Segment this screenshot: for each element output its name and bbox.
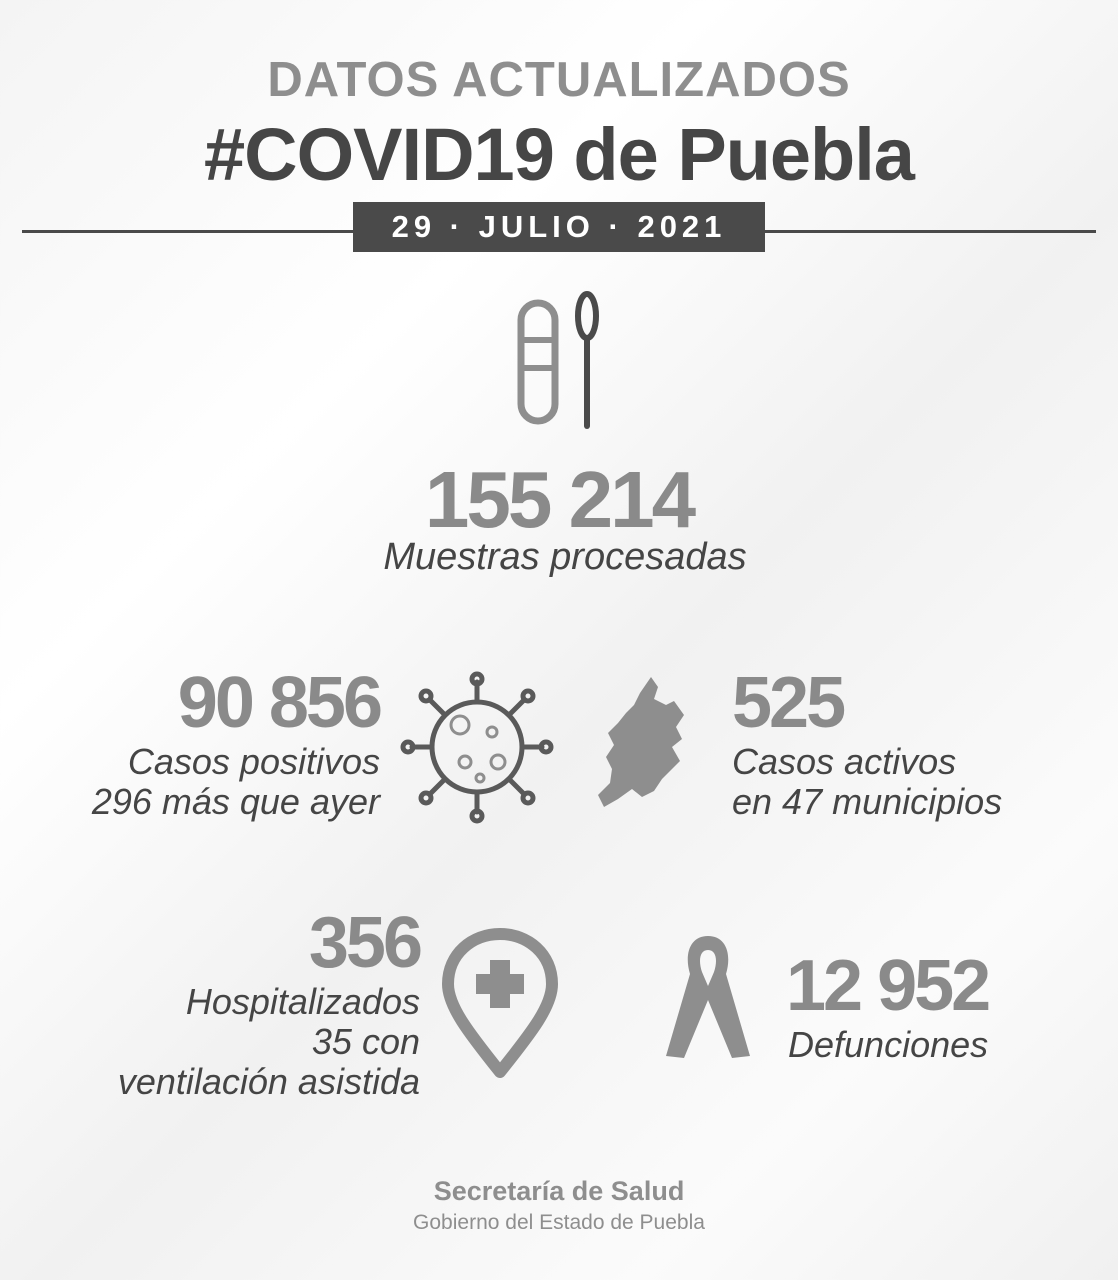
positives-label-2: 296 más que ayer	[91, 781, 380, 822]
footer-gov: Gobierno del Estado de Puebla	[413, 1211, 705, 1234]
active-value: 525	[732, 663, 844, 743]
hospital-pin-icon	[438, 928, 563, 1078]
header-subtitle: DATOS ACTUALIZADOS	[267, 53, 851, 107]
hospitalized-label-1: Hospitalizados	[185, 981, 420, 1022]
hospitalized-label-3: ventilación asistida	[117, 1061, 420, 1102]
deaths-label: Defunciones	[788, 1024, 989, 1065]
samples-label: Muestras procesadas	[383, 536, 747, 578]
positives-value: 90 856	[177, 663, 380, 743]
deaths-value: 12 952	[786, 946, 989, 1026]
virus-icon	[400, 670, 555, 825]
header-divider-left	[22, 230, 357, 233]
page-title: #COVID19 de Puebla	[204, 113, 914, 196]
header-divider-right	[762, 230, 1096, 233]
hospitalized-value: 356	[308, 903, 420, 983]
date-badge: 29 · JULIO · 2021	[353, 202, 765, 252]
positives-label-1: Casos positivos	[127, 741, 380, 782]
puebla-map-icon	[596, 675, 691, 815]
footer-org: Secretaría de Salud	[433, 1176, 685, 1206]
samples-value: 155 214	[424, 455, 694, 544]
active-label-1: Casos activos	[732, 741, 957, 782]
active-label-2: en 47 municipios	[732, 781, 1003, 822]
hospitalized-label-2: 35 con	[311, 1021, 420, 1062]
test-tube-swab-icon	[510, 288, 610, 433]
ribbon-icon	[658, 928, 758, 1078]
